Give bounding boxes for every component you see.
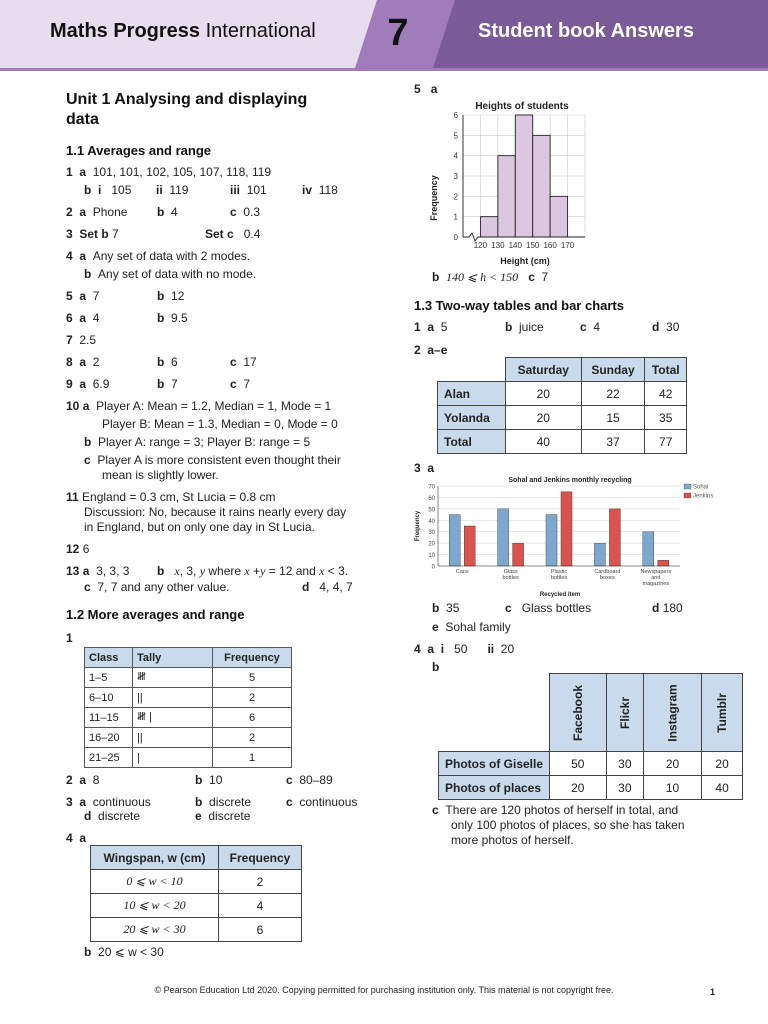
q3-setc: Set c 0.4: [205, 227, 261, 241]
y-tick-label: 0: [431, 564, 435, 571]
tally-cell: 𝍸: [133, 668, 213, 688]
y-tick-label: 30: [428, 530, 435, 537]
y-tick-label: 1: [453, 212, 458, 222]
tally-cell: |: [133, 748, 213, 768]
q4a: 4 a Any set of data with 2 modes.: [66, 249, 251, 263]
s13-q3c: c Glass bottles: [505, 601, 592, 615]
section-heading-1-2: 1.2 More averages and range: [66, 607, 245, 622]
s12-q3: 3 a continuous: [66, 795, 151, 809]
frequency-cell: 2: [219, 870, 302, 894]
legend-swatch: [684, 484, 691, 489]
bar-jenkins: [561, 492, 572, 566]
bar-sohal: [449, 515, 460, 566]
x-tick-label: Newspapers and magazines: [640, 569, 672, 587]
class-cell: 6–10: [85, 688, 133, 708]
header-rule: [0, 68, 768, 71]
bar-jenkins: [609, 509, 620, 566]
q6: 6 a 4: [66, 311, 100, 325]
q2: 2 a Phone: [66, 205, 128, 219]
series-title: Maths Progress International: [50, 20, 316, 42]
q10c: c Player A is more consistent even thought their: [84, 453, 341, 467]
y-tick-label: 10: [428, 553, 435, 560]
wingspan-table: [90, 845, 302, 942]
q9: 9 a 6.9: [66, 377, 110, 391]
bar-sohal: [498, 509, 509, 566]
q10a: 10 a Player A: Mean = 1.2, Median = 1, Mode = 1: [66, 399, 332, 413]
col-tumblr: Tumblr: [702, 674, 743, 752]
s12-q4b: b 20 ⩽ w < 30: [84, 945, 164, 959]
x-axis-label: Recycled item: [539, 592, 581, 598]
q1b-ii: ii 119: [156, 183, 189, 197]
class-cell: 11–15: [85, 708, 133, 728]
s13-q2: 2 a–e: [414, 343, 448, 357]
histogram-bar: [498, 156, 515, 237]
x-tick-label: 150: [526, 241, 540, 250]
s13-q3d: d 180: [652, 601, 683, 615]
tally-cell: ||: [133, 688, 213, 708]
x-axis-label: Height (cm): [500, 256, 550, 266]
x-tick-label: 170: [560, 241, 575, 250]
y-tick-label: 4: [453, 151, 458, 161]
bar-sohal: [594, 543, 605, 566]
table-row: [85, 748, 292, 768]
s13-q4c: c There are 120 photos of herself in total, and: [432, 803, 679, 817]
q1-label: 1: [66, 631, 73, 645]
col-saturday: Saturday: [506, 358, 582, 382]
frequency-cell: 6: [219, 918, 302, 942]
wingspan-frequency-header: Frequency: [219, 846, 302, 870]
wingspan-header: Wingspan, w (cm): [91, 846, 219, 870]
legend-label: Sohal: [693, 484, 709, 491]
q5a-label: 5 a: [414, 82, 438, 96]
q11-2: Discussion: No, because it rains nearly every day: [84, 505, 347, 519]
y-tick-label: 20: [428, 541, 435, 548]
bar-jenkins: [658, 560, 669, 566]
q8c: c 17: [230, 355, 257, 369]
q1b: b i 105: [84, 183, 132, 197]
tally-header-frequency: Frequency: [213, 648, 292, 668]
y-tick-label: 40: [428, 518, 435, 525]
histogram-bar: [515, 115, 532, 237]
table-row: [91, 870, 302, 894]
col-facebook: Facebook: [549, 674, 606, 752]
s13-q1d: d 30: [652, 320, 680, 334]
x-tick-label: Cardboard boxes: [594, 569, 621, 581]
col-instagram: Instagram: [643, 674, 701, 752]
q8: 8 a 2: [66, 355, 100, 369]
q6b: b 9.5: [157, 311, 188, 325]
table-row: [85, 668, 292, 688]
q2b: b 4: [157, 205, 178, 219]
table-row: [85, 728, 292, 748]
x-tick-label: 130: [491, 241, 505, 250]
frequency-cell: 2: [213, 728, 292, 748]
q13a: 13 a 3, 3, 3: [66, 564, 130, 578]
col-total: Total: [645, 358, 687, 382]
tally-table: [84, 647, 292, 768]
q1b-iv: iv 118: [302, 183, 338, 197]
bar-jenkins: [464, 526, 475, 566]
s13-q4c-3: more photos of herself.: [451, 833, 574, 847]
s12-q4a: 4 a: [66, 831, 87, 845]
q10a-b: Player B: Mean = 1.3, Median = 0, Mode = 0: [102, 417, 338, 431]
section-heading-1-1: 1.1 Averages and range: [66, 143, 211, 158]
class-cell: 1–5: [85, 668, 133, 688]
s12-q2b: b 10: [195, 773, 223, 787]
x-tick-label: 160: [543, 241, 557, 250]
s12-q3c: c continuous: [286, 795, 358, 809]
bar-sohal: [546, 515, 557, 566]
table-row: [85, 708, 292, 728]
x-tick-label: Cans: [455, 569, 469, 575]
copyright-footer: © Pearson Education Ltd 2020. Copying permitted for purchasing institution only. This material is not copyright free.: [154, 985, 614, 995]
frequency-cell: 2: [213, 688, 292, 708]
histogram-bar: [533, 135, 550, 237]
q5: 5 a 7: [66, 289, 100, 303]
table-row: Yolanda 20 15 35: [438, 406, 687, 430]
s12-q2: 2 a 8: [66, 773, 100, 787]
range-cell: 10 ⩽ w < 20: [91, 894, 219, 918]
q4b: b Any set of data with no mode.: [84, 267, 257, 281]
page-header: [0, 0, 768, 68]
s13-q3a: 3 a: [414, 461, 435, 475]
col-flickr: Flickr: [606, 674, 643, 752]
book-number: 7: [387, 12, 409, 54]
tally-header-class: Class: [85, 648, 133, 668]
histogram-bar: [550, 196, 567, 237]
y-tick-label: 2: [453, 192, 458, 202]
q13c: c 7, 7 and any other value.: [84, 580, 230, 594]
recycling-bar-chart: [412, 472, 746, 600]
s12-q2c: c 80–89: [286, 773, 333, 787]
q5bc: b 140 ⩽ h < 150 c 7: [432, 270, 549, 284]
unit-title: Unit 1 Analysing and displaying data: [66, 91, 308, 128]
y-tick-label: 60: [428, 495, 435, 502]
frequency-cell: 5: [213, 668, 292, 688]
table-row: [91, 894, 302, 918]
two-way-table: [437, 357, 687, 454]
s13-q1a: 1 a 5: [414, 320, 448, 334]
legend-swatch: [684, 493, 691, 498]
s12-q3b: b discrete: [195, 795, 252, 809]
s12-q3e: e discrete: [195, 809, 251, 823]
q3: 3 Set b 7: [66, 227, 119, 241]
q10c-2: mean is slightly lower.: [102, 468, 219, 482]
x-tick-label: 140: [508, 241, 522, 250]
table-row: Photos of Giselle 50 30 20 20: [439, 752, 743, 776]
q5b: b 12: [157, 289, 185, 303]
class-cell: 16–20: [85, 728, 133, 748]
frequency-cell: 6: [213, 708, 292, 728]
q1a: 1 a 101, 101, 102, 105, 107, 118, 119: [66, 165, 272, 179]
s13-q4c-2: only 100 photos of places, so she has taken: [451, 818, 685, 832]
q13b: b x, 3, y where x +y = 12 and x < 3.: [157, 564, 349, 578]
s13-q3e: e Sohal family: [432, 620, 511, 634]
book-title: Student book Answers: [478, 20, 694, 42]
legend-label: Jenkins: [693, 493, 714, 500]
q11-3: in England, but on only one day in St Lucia.: [84, 520, 315, 534]
q7: 7 2.5: [66, 333, 97, 347]
s13-q1c: c 4: [580, 320, 601, 334]
chart-title: Sohal and Jenkins monthly recycling: [508, 477, 632, 484]
s13-q4a: 4 a i 50 ii 20: [414, 642, 515, 656]
photos-table: [438, 673, 743, 800]
s12-q3d: d discrete: [84, 809, 141, 823]
q9c: c 7: [230, 377, 251, 391]
range-cell: 0 ⩽ w < 10: [91, 870, 219, 894]
table-row: Photos of places 20 30 10 40: [439, 776, 743, 800]
x-tick-label: 120: [473, 241, 488, 250]
section-heading-1-3: 1.3 Two-way tables and bar charts: [414, 298, 624, 313]
q9b: b 7: [157, 377, 178, 391]
q10b: b Player A: range = 3; Player B: range = 5: [84, 435, 311, 449]
y-tick-label: 3: [453, 172, 458, 181]
q2c: c 0.3: [230, 205, 261, 219]
bar-jenkins: [513, 543, 524, 566]
frequency-cell: 1: [213, 748, 292, 768]
y-tick-label: 50: [428, 507, 435, 514]
s13-q1b: b juice: [505, 320, 544, 334]
q1b-iii: iii 101: [230, 183, 267, 197]
tally-cell: 𝍸 |: [133, 708, 213, 728]
q11: 11 England = 0.3 cm, St Lucia = 0.8 cm: [66, 490, 276, 504]
table-row: Alan 20 22 42: [438, 382, 687, 406]
table-row: Total 40 37 77: [438, 430, 687, 454]
q13d: d 4, 4, 7: [302, 580, 353, 594]
q12: 12 6: [66, 542, 90, 556]
x-tick-label: Plastic bottles: [550, 569, 568, 581]
page-number: 1: [710, 987, 716, 997]
histogram-bar: [480, 217, 497, 237]
table-row: [91, 918, 302, 942]
chart-title: Heights of students: [475, 101, 569, 112]
y-tick-label: 0: [453, 233, 458, 242]
s13-q4b: b: [432, 660, 440, 674]
q8b: b 6: [157, 355, 178, 369]
range-cell: 20 ⩽ w < 30: [91, 918, 219, 942]
bar-sohal: [643, 532, 654, 566]
heights-histogram: [425, 95, 595, 270]
y-axis-label: Frequency: [415, 510, 421, 542]
y-axis-label: Frequency: [429, 175, 439, 221]
x-tick-label: Glass bottles: [502, 569, 519, 581]
y-tick-label: 5: [453, 131, 458, 141]
s13-q3b: b 35: [432, 601, 460, 615]
tally-cell: ||: [133, 728, 213, 748]
y-tick-label: 70: [428, 484, 435, 491]
tally-header-tally: Tally: [133, 648, 213, 668]
class-cell: 21–25: [85, 748, 133, 768]
col-sunday: Sunday: [581, 358, 645, 382]
y-tick-label: 6: [453, 111, 458, 120]
frequency-cell: 4: [219, 894, 302, 918]
table-row: [85, 688, 292, 708]
